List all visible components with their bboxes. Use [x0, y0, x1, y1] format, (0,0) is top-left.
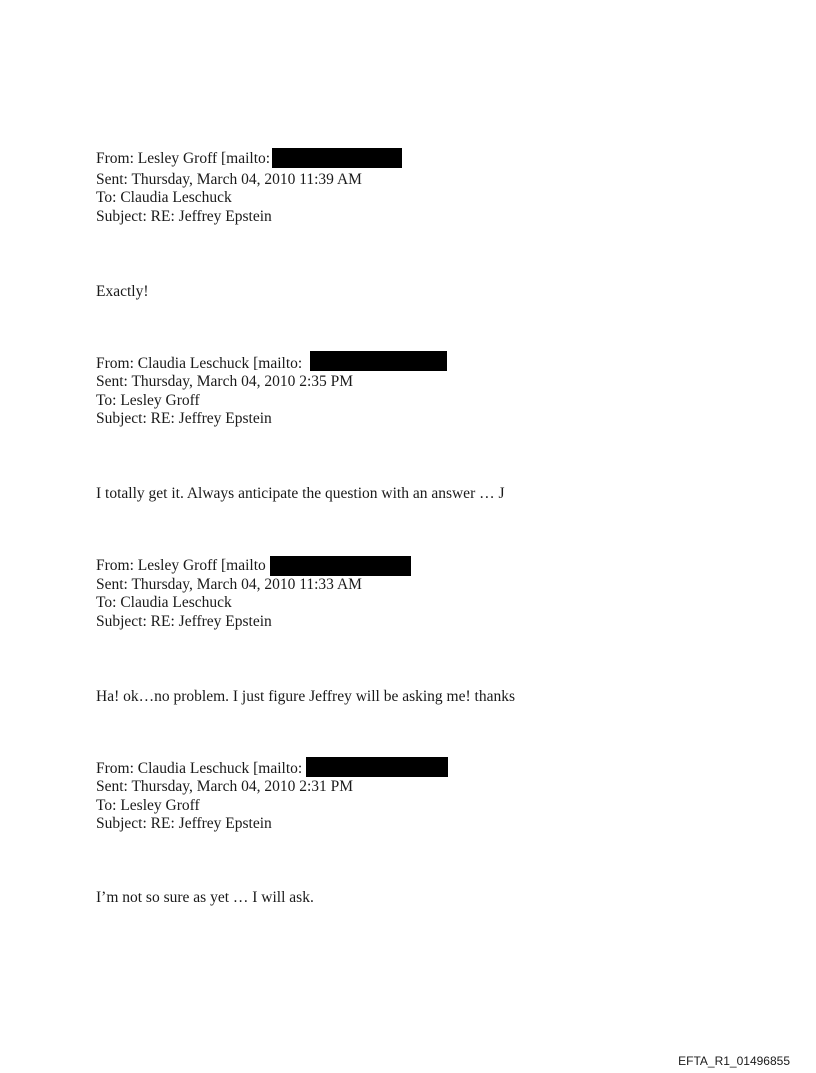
email-from-line: [96, 557, 266, 575]
email-from-line: [96, 760, 302, 778]
email-from-line: [96, 355, 302, 373]
email-body: I’m not so sure as yet … I will ask.: [96, 889, 314, 906]
email-sent: Sent: Thursday, March 04, 2010 2:31 PM: [96, 778, 354, 795]
email-to: To: Lesley Groff: [96, 797, 200, 814]
email-sent: Sent: Thursday, March 04, 2010 2:35 PM: [96, 373, 354, 390]
redaction-box: [270, 556, 411, 576]
email-subject: Subject: RE: Jeffrey Epstein: [96, 410, 272, 427]
email-to: To: Claudia Leschuck: [96, 594, 232, 611]
email-from: From: Lesley Groff [mailto: [96, 557, 266, 574]
email-sent: Sent: Thursday, March 04, 2010 11:39 AM: [96, 171, 362, 188]
email-to: To: Lesley Groff: [96, 392, 200, 409]
redaction-box: [310, 351, 447, 371]
redaction-box: [272, 148, 402, 168]
email-from-line: [96, 150, 270, 168]
email-sent: Sent: Thursday, March 04, 2010 11:33 AM: [96, 576, 362, 593]
email-from: From: Claudia Leschuck [mailto:: [96, 760, 303, 777]
document-id: EFTA_R1_01496855: [678, 1054, 790, 1068]
email-to: To: Claudia Leschuck: [96, 189, 232, 206]
email-subject: Subject: RE: Jeffrey Epstein: [96, 208, 272, 225]
email-body: Ha! ok…no problem. I just figure Jeffrey will be asking me! thanks: [96, 688, 515, 705]
email-body: Exactly!: [96, 283, 149, 300]
email-subject: Subject: RE: Jeffrey Epstein: [96, 815, 272, 832]
email-from: From: Claudia Leschuck [mailto:: [96, 355, 303, 372]
email-body: I totally get it. Always anticipate the question with an answer … J: [96, 485, 505, 502]
email-subject: Subject: RE: Jeffrey Epstein: [96, 613, 272, 630]
redaction-box: [306, 757, 448, 777]
email-from: From: Lesley Groff [mailto:: [96, 150, 271, 167]
